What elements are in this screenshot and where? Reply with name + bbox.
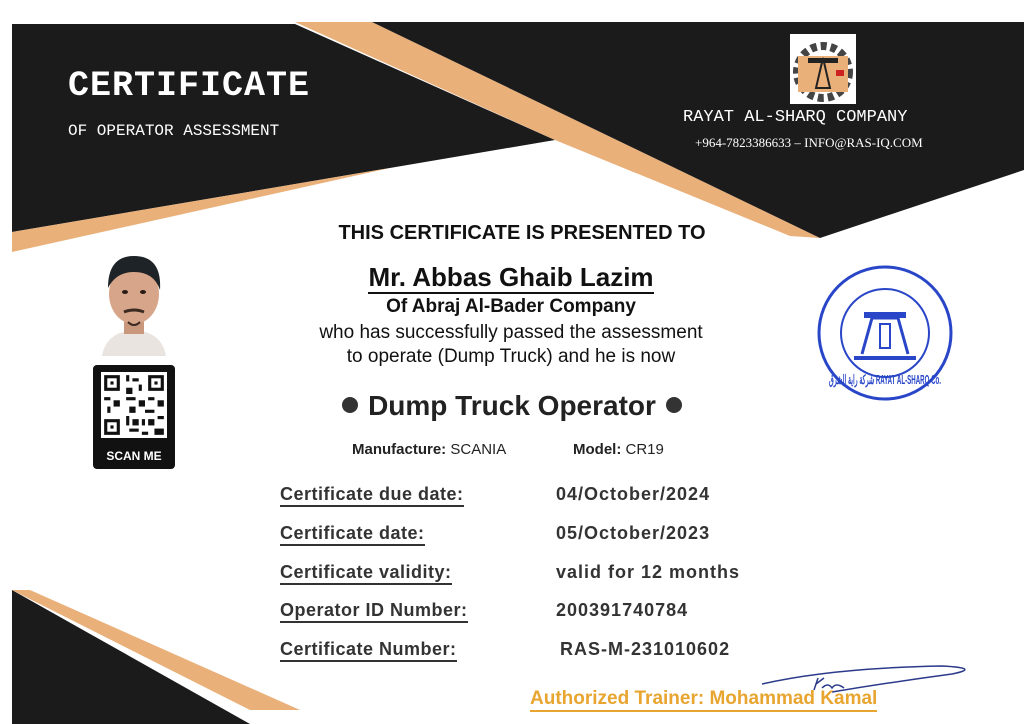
- company-stamp: [814, 262, 1016, 404]
- stamp-text: شركة راية الشرق RAYAT AL-SHARQ Co.: [829, 372, 1016, 387]
- manufacture-field: [352, 441, 506, 458]
- certificate-number-value: RAS-M-231010602: [560, 639, 731, 659]
- certificate-date-value: 05/October/2023: [556, 523, 711, 543]
- validity-value: valid for 12 months: [556, 562, 741, 582]
- manufacture-label: Manufacture:: [352, 441, 447, 458]
- manufacture-value: SCANIA: [450, 441, 507, 458]
- company-contact: +964-7823386633 – INFO@RAS-IQ.COM: [695, 135, 923, 150]
- qr-code-badge[interactable]: [93, 365, 175, 469]
- certificate-title: CERTIFICATE: [68, 66, 311, 106]
- company-logo: [790, 34, 856, 104]
- bullet-icon: [666, 397, 682, 413]
- validity-label: Certificate validity:: [280, 562, 452, 585]
- certificate-number-label: Certificate Number:: [280, 639, 457, 662]
- operator-id-value: 200391740784: [556, 600, 689, 620]
- scan-me-label: SCAN ME: [106, 449, 162, 463]
- model-label: Model:: [573, 441, 622, 458]
- model-field: [573, 441, 664, 458]
- model-value: CR19: [625, 441, 664, 458]
- due-date-value: 04/October/2024: [556, 484, 711, 504]
- qr-code-icon: [101, 372, 167, 438]
- recipient-company: Of Abraj Al-Bader Company: [386, 296, 636, 317]
- recipient-name-text: Mr. Abbas Ghaib Lazim: [368, 262, 654, 292]
- certificate-date-label: Certificate date:: [280, 523, 425, 546]
- role-text: Dump Truck Operator: [368, 390, 656, 421]
- statement-line-2: to operate (Dump Truck) and he is now: [346, 346, 676, 367]
- statement-line-1: who has successfully passed the assessment: [319, 322, 703, 343]
- operator-id-label: Operator ID Number:: [280, 600, 468, 623]
- presented-heading: THIS CERTIFICATE IS PRESENTED TO: [338, 222, 706, 244]
- certificate-subtitle: OF OPERATOR ASSESSMENT: [68, 122, 280, 140]
- recipient-name: [278, 262, 744, 293]
- bullet-icon: [342, 397, 358, 413]
- authorized-trainer: Authorized Trainer: Mohammad Kamal: [530, 688, 877, 712]
- due-date-label: Certificate due date:: [280, 484, 464, 507]
- company-name: RAYAT AL-SHARQ COMPANY: [683, 108, 908, 127]
- operator-photo: [98, 248, 170, 356]
